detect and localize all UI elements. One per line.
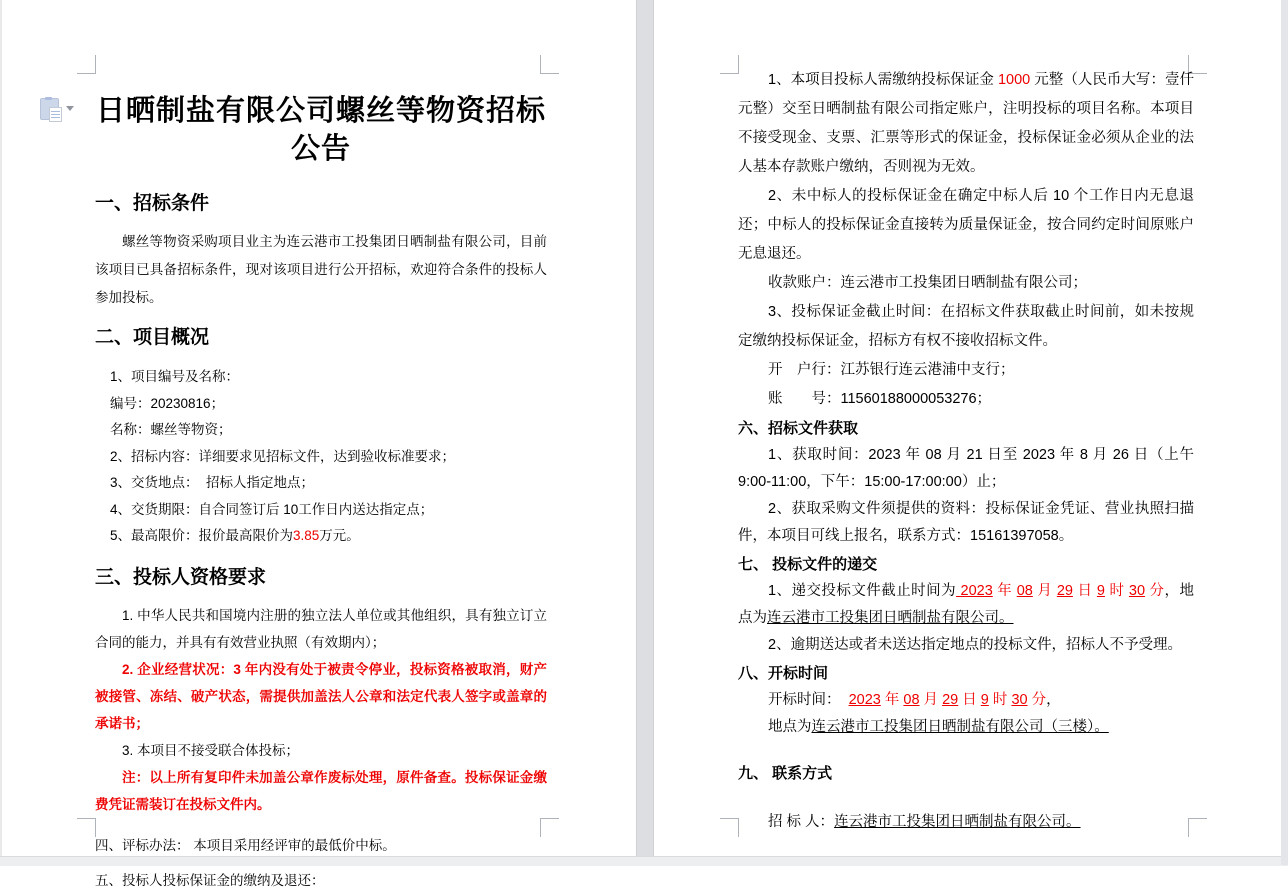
section-heading-3: 三、投标人资格要求 (95, 566, 267, 588)
open-bid-place-line: 地点为连云港市工投集团日晒制盐有限公司（三楼）。 (768, 719, 1109, 735)
margin-mark-top-right (540, 55, 559, 74)
qualification-item-2: 2. 企业经营状况：3 年内没有处于被责令停业，投标资格被取消，财产被接管、冻结、破产状态，需提供加盖法人公章和法定代表人签字或盖章的承诺书； (95, 661, 547, 731)
payee-account-line: 收款账户：连云港市工投集团日晒制盐有限公司； (768, 275, 1087, 291)
obtain-materials-line: 2、获取采购文件须提供的资料：投标保证金凭证、营业执照扫描件，本项目可线上报名，联系方式：15161397058。 (738, 501, 1194, 544)
tenderer-line: 招 标 人：连云港市工投集团日晒制盐有限公司。 (768, 814, 1081, 830)
item-number: 编号：20230816； (110, 395, 225, 411)
margin-mark-bottom-left (720, 818, 739, 837)
item-content: 2、招标内容：详细要求见招标文件，达到验收标准要求； (110, 448, 456, 464)
deposit-para-1: 1、本项目投标人需缴纳投标保证金 1000 元整（人民币大写：壹仟元整）交至日晒制盐有限公司指定账户，注明投标的项目名称。本项目不接受现金、支票、汇票等形式的保证金，投标保证金必须从企业的法人基本存款账户缴纳，否则视为无效。 (738, 72, 1195, 175)
qualification-item-3: 3. 本项目不接受联合体投标； (122, 742, 300, 758)
margin-mark-bottom-left (77, 818, 96, 837)
doc-title: 日晒制盐有限公司螺丝等物资招标公告 (95, 95, 546, 165)
item-name: 名称：螺丝等物资； (110, 422, 232, 437)
item-project-number-label: 1、项目编号及名称： (110, 369, 240, 384)
section-heading-6: 六、招标文件获取 (738, 420, 859, 437)
qualification-note: 注：以上所有复印件未加盖公章作废标处理，原件备查。投标保证金缴费凭证需装订在投标文件内。 (95, 769, 547, 812)
section-2-items (110, 364, 547, 550)
section-heading-8: 八、开标时间 (738, 665, 829, 682)
bank-line: 开 户行：江苏银行连云港浦中支行； (768, 362, 1015, 378)
section-heading-9: 九、 联系方式 (738, 765, 833, 782)
scrollbar-track[interactable] (1281, 0, 1288, 865)
item-delivery-term: 4、交货期限：自合同签订后 10工作日内送达指定点； (110, 501, 434, 517)
deposit-deadline-para: 3、投标保证金截止时间：在招标文件获取截止时间前，如未按规定缴纳投标保证金，招标方有权不接收招标文件。 (738, 304, 1194, 349)
page-gap (636, 0, 654, 856)
window-bottom-strip (0, 856, 1288, 866)
margin-mark-top-left (720, 55, 739, 74)
qualification-item-1: 1. 中华人民共和国境内注册的独立法人单位或其他组织，具有独立订立合同的能力，并具有有效营业执照（有效期内）； (95, 607, 547, 650)
overdue-line: 2、逾期送达或者未送达指定地点的投标文件，招标人不予受理。 (768, 637, 1183, 653)
section-heading-1: 一、招标条件 (95, 193, 210, 214)
clipboard-paste-icon (40, 98, 59, 120)
account-number-line: 账 号：11560188000053276； (768, 391, 992, 407)
submission-deadline-line: 1、递交投标文件截止时间为 2023 年 08 月 29 日 9 时 30 分，地点为连云港市工投集团日晒制盐有限公司。 (738, 583, 1194, 626)
section-1-paragraph: 螺丝等物资采购项目业主为连云港市工投集团日晒制盐有限公司，目前该项目已具备招标条件，现对该项目进行公开招标，欢迎符合条件的投标人参加投标。 (95, 234, 547, 305)
section-heading-7: 七、 投标文件的递交 (738, 556, 878, 573)
section-5-line: 五、投标人投标保证金的缴纳及退还： (95, 872, 325, 888)
obtain-time-line: 1、获取时间：2023 年 08 月 21 日至 2023 年 8 月 26 日（上午 9:00-11:00，下午：15:00-17:00:00）止； (738, 447, 1199, 490)
item-max-price: 5、最高限价：报价最高限价为3.85万元。 (110, 528, 360, 543)
document-page-1[interactable] (2, 0, 636, 888)
window-left-edge (0, 0, 2, 865)
paste-options-button[interactable] (40, 98, 74, 120)
section-heading-2: 二、项目概况 (95, 327, 210, 348)
dropdown-arrow-icon[interactable] (66, 106, 74, 111)
margin-mark-top-left (77, 55, 96, 74)
item-delivery-place: 3、交货地点： 招标人指定地点； (110, 475, 315, 490)
section-4-line: 四、评标办法： 本项目采用经评审的最低价中标。 (95, 837, 396, 853)
deposit-para-2: 2、未中标人的投标保证金在确定中标人后 10 个工作日内无息退还；中标人的投标保证金直接转为质量保证金，按合同约定时间原账户无息退还。 (738, 188, 1194, 262)
open-bid-time-line: 开标时间： 2023 年 08 月 29 日 9 时 30 分， (768, 692, 1061, 708)
document-page-2[interactable] (654, 0, 1281, 856)
